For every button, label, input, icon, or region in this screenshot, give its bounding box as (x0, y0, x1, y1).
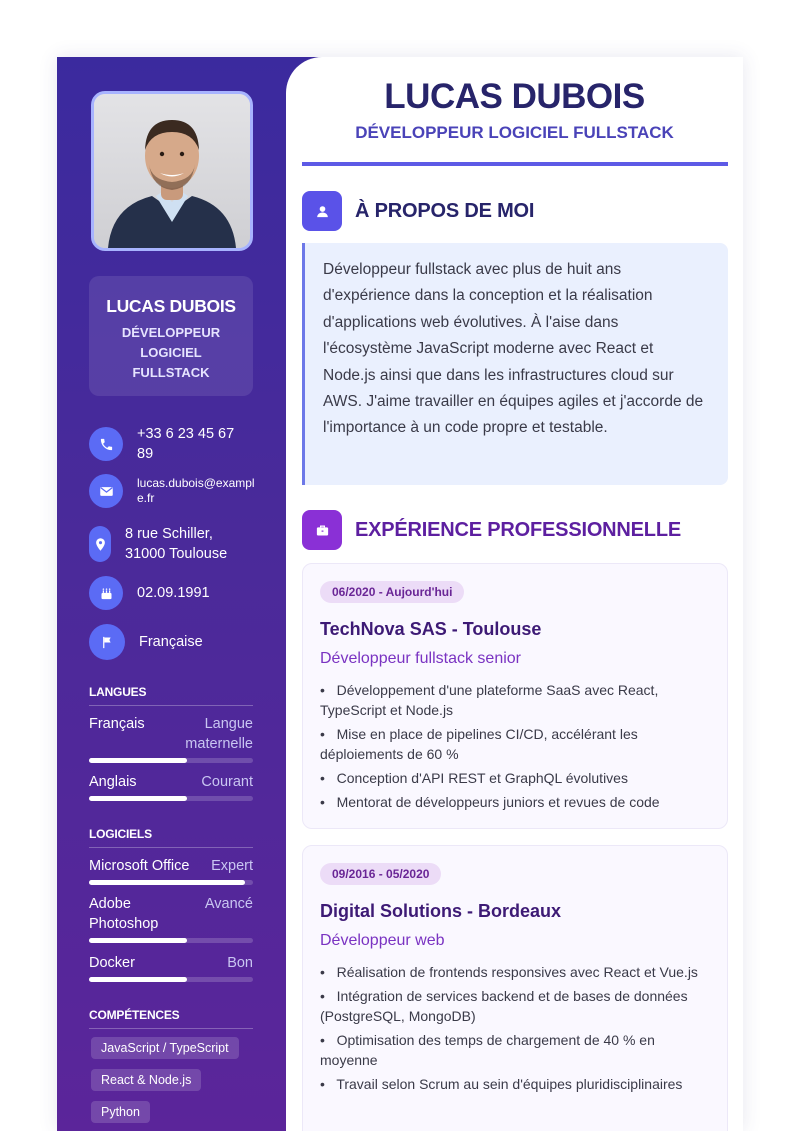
software-item (89, 856, 253, 876)
language-level: Langue maternelle (185, 716, 253, 752)
job-role: Développeur web (320, 932, 445, 949)
briefcase-icon (302, 510, 342, 550)
software-item (89, 953, 253, 973)
sidebar-name: LUCAS DUBOIS (106, 296, 236, 316)
user-icon (302, 191, 342, 231)
experience-heading (302, 510, 681, 550)
software-level: Bon (227, 955, 253, 971)
software-name: Adobe Photoshop (89, 896, 159, 932)
software-level-bar (89, 977, 253, 982)
contact-text: +33 6 23 45 67 89 (137, 426, 235, 462)
sidebar-title: DÉVELOPPEUR LOGICIEL FULLSTACK (121, 325, 221, 380)
phone-icon (89, 427, 123, 461)
software-heading: LOGICIELS (89, 827, 253, 848)
contact-nationality (89, 624, 203, 660)
job-company: Digital Solutions - Bordeaux (320, 901, 562, 921)
page-subtitle: DÉVELOPPEUR LOGICIEL FULLSTACK (355, 123, 674, 142)
software-level-bar (89, 938, 253, 943)
language-level-bar (89, 758, 253, 763)
list-item: • Conception d'API REST et GraphQL évolutives (320, 770, 628, 786)
list-item: • Développement d'une plateforme SaaS avec React, TypeScript et Node.js (320, 682, 659, 718)
language-item (89, 772, 253, 792)
contact-text: 02.09.1991 (137, 585, 210, 601)
contact-birthdate (89, 576, 210, 610)
contact-text: 8 rue Schiller, 31000 Toulouse (125, 526, 228, 562)
sidebar-id-card (89, 276, 253, 396)
profile-photo (91, 91, 253, 251)
contact-address[interactable] (89, 524, 250, 564)
job-bullets (320, 962, 715, 1098)
software-item (89, 894, 253, 934)
contact-text: lucas.dubois@example.fr (137, 476, 255, 505)
experience-entry (302, 563, 728, 829)
list-item: • Réalisation de frontends responsives avec React et Vue.js (320, 964, 698, 980)
skill-tag: Python (91, 1101, 150, 1123)
software-level: Avancé (204, 896, 253, 912)
list-item: • Mentorat de développeurs juniors et revues de code (320, 794, 660, 810)
list-item: • Travail selon Scrum au sein d'équipes pluridisciplinaires (320, 1076, 683, 1092)
job-company: TechNova SAS - Toulouse (320, 619, 542, 639)
job-role: Développeur fullstack senior (320, 650, 521, 667)
location-icon (89, 526, 111, 562)
skills-heading: COMPÉTENCES (89, 1008, 253, 1029)
experience-entry (302, 845, 728, 1131)
about-heading-text: À PROPOS DE MOI (355, 199, 535, 222)
language-name: Anglais (89, 774, 137, 790)
language-level: Courant (201, 774, 253, 790)
contact-email[interactable] (89, 474, 257, 508)
job-date-badge: 06/2020 - Aujourd'hui (320, 581, 464, 603)
software-name: Microsoft Office (89, 858, 190, 874)
birthday-icon (89, 576, 123, 610)
software-level: Expert (211, 858, 253, 874)
header-divider (302, 162, 728, 166)
language-item (89, 714, 253, 754)
software-name: Docker (89, 955, 135, 971)
flag-icon (89, 624, 125, 660)
list-item: • Optimisation des temps de chargement de 40 % en moyenne (320, 1032, 655, 1068)
about-heading (302, 191, 534, 231)
about-text: Développeur fullstack avec plus de huit ans d'expérience dans la conception et la réalisation d'applications web évolutives. À l'aise dans l'écosystème JavaScript moderne avec React et Node.js ainsi que dans les infrastructures cloud sur AWS. J'aime travailler en équipes agiles et j'accorde de l'importance à un code propre et testable. (302, 243, 728, 485)
email-icon (89, 474, 123, 508)
skill-tag: JavaScript / TypeScript (91, 1037, 239, 1059)
contact-text: Française (139, 634, 203, 650)
page-title: LUCAS DUBOIS (384, 77, 645, 116)
language-name: Français (89, 716, 145, 732)
job-bullets (320, 680, 715, 816)
list-item: • Mise en place de pipelines CI/CD, accélérant les déploiements de 60 % (320, 726, 638, 762)
experience-heading-text: EXPÉRIENCE PROFESSIONNELLE (355, 518, 681, 541)
languages-heading: LANGUES (89, 685, 253, 706)
resume-page (57, 57, 743, 1131)
software-level-bar (89, 880, 253, 885)
job-date-badge: 09/2016 - 05/2020 (320, 863, 441, 885)
list-item: • Intégration de services backend et de bases de données (PostgreSQL, MongoDB) (320, 988, 688, 1024)
contact-phone[interactable] (89, 424, 247, 464)
language-level-bar (89, 796, 253, 801)
skill-tag: React & Node.js (91, 1069, 201, 1091)
